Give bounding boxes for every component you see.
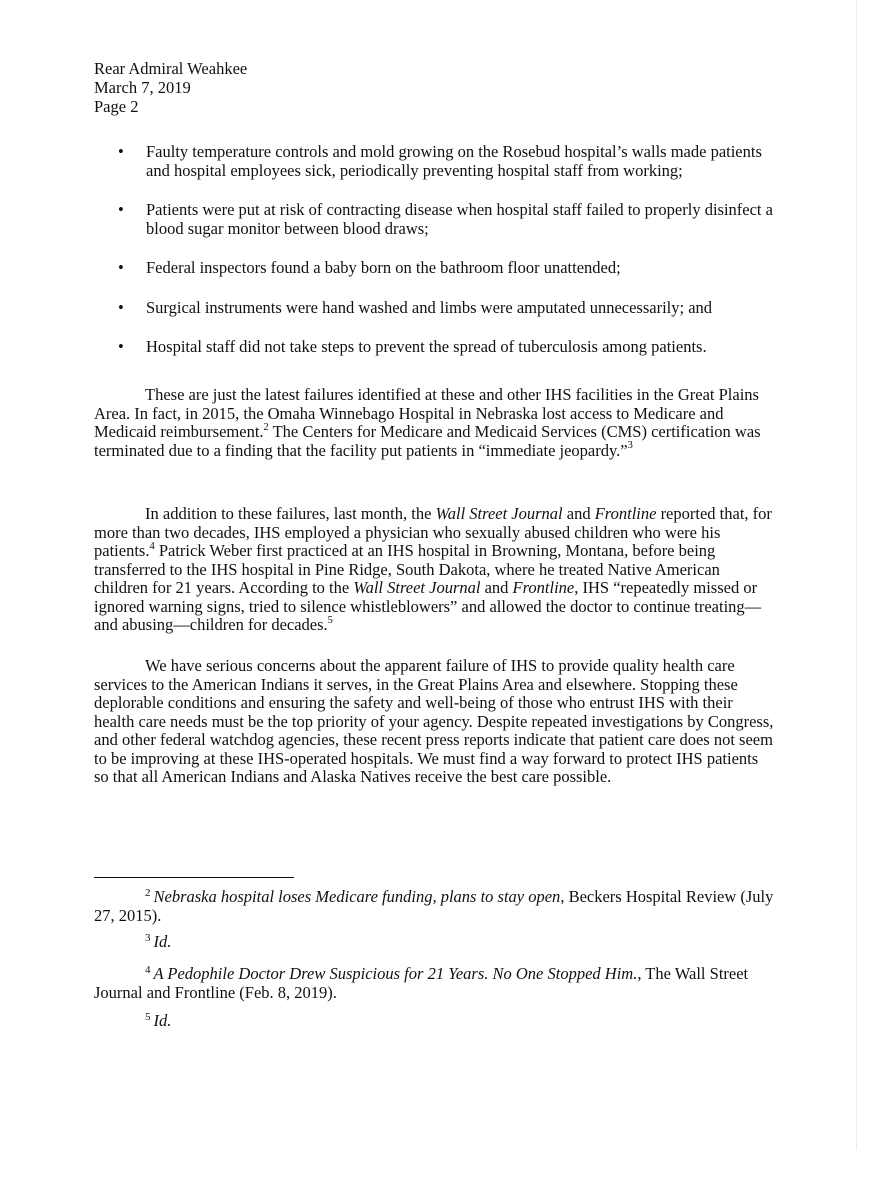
bullet-text: Hospital staff did not take steps to prevent the spread of tuberculosis among patients. — [146, 337, 707, 356]
paragraph-text: These are just the latest failures identified at these and other IHS facilities in the Great Plains Area. In fact, in 2015, the Omaha Winnebago Hospital in Nebraska lost access to Medicare and Medicaid reimbursement. — [94, 385, 759, 441]
bullet-dot: • — [118, 337, 124, 356]
bullet-dot: • — [118, 142, 124, 161]
bullet-dot: • — [118, 200, 124, 219]
bullet-dot: • — [118, 258, 124, 277]
footnote-5 — [94, 1012, 774, 1031]
footnote-4 — [94, 965, 774, 1002]
letter-header — [94, 60, 494, 117]
footnote-ref: 2 — [263, 421, 269, 433]
header-page-number: Page 2 — [94, 97, 139, 116]
paragraph-concerns: We have serious concerns about the apparent failure of IHS to provide quality health care services to the American Indians it serves, in the Great Plains Area and elsewhere. Stopping these deplorable conditions and ensuring the safety and well-being of those who entrust IHS with their health care needs must be the top priority of your agency. Despite repeated investigations by Congress, and other federal watchdog agencies, these recent press reports indicate that patient care does not seem to be improving at these IHS-operated hospitals. We must find a way forward to protect IHS patients so that all American Indians and Alaska Natives receive the best care possible. — [94, 656, 774, 786]
footnote-2 — [94, 888, 774, 925]
footnote-number: 2 — [145, 886, 151, 899]
footnote-number: 3 — [145, 931, 151, 944]
header-recipient: Rear Admiral Weahkee — [94, 59, 248, 78]
footnote-divider — [94, 877, 294, 878]
footnote-source-title: Nebraska hospital loses Medicare funding, plans to stay open — [153, 887, 561, 906]
footnote-source-title: Id. — [153, 932, 172, 951]
footnote-ref: 3 — [627, 440, 633, 451]
header-date: March 7, 2019 — [94, 78, 191, 97]
publication-title: Frontline — [594, 504, 657, 523]
bullet-text: Surgical instruments were hand washed and limbs were amputated unnecessarily; and — [146, 297, 713, 317]
footnote-number: 5 — [145, 1010, 151, 1023]
paragraph-text: In addition to these failures, last month, the — [145, 504, 436, 523]
paragraph-abuse-report — [94, 505, 774, 635]
publication-title: Frontline — [512, 578, 575, 597]
bullet-text: Federal inspectors found a baby born on the bathroom floor unattended; — [146, 258, 621, 277]
footnote-text: , The Wall Street Journal and Frontline (Feb. 8, 2019). — [94, 964, 749, 1002]
paragraph-text: Patrick Weber first practiced at an IHS hospital in Browning, Montana, before being transferred to the IHS hospital in Pine Ridge, South Dakota, where he treated Native American children for 21 years. According to the — [94, 541, 720, 597]
paragraph-text: , IHS “repeatedly missed or ignored warning signs, tried to silence whistleblowers” and allowed the doctor to continue treating—and abusing—children for decades. — [94, 578, 762, 634]
publication-title: Wall Street Journal — [435, 504, 563, 523]
footnote-ref: 5 — [327, 614, 333, 626]
paragraph-text: and — [562, 504, 595, 523]
footnote-3 — [94, 933, 774, 952]
bullet-list — [118, 143, 778, 378]
paragraph-text: The Centers for Medicare and Medicaid Services (CMS) certification was terminated due to a finding that the facility put patients in “immediate jeopardy.” — [94, 422, 761, 460]
bullet-item — [118, 143, 778, 180]
bullet-text: Patients were put at risk of contracting disease when hospital staff failed to properly disinfect a blood sugar monitor between blood draws; — [146, 200, 773, 238]
footnote-source-title: A Pedophile Doctor Drew Suspicious for 21 Years. No One Stopped Him. — [153, 964, 638, 983]
bullet-item — [118, 259, 778, 278]
footnote-number: 4 — [145, 963, 151, 976]
footnote-source-title: Id. — [153, 1011, 172, 1030]
publication-title: Wall Street Journal — [353, 578, 481, 597]
bullet-item — [118, 338, 778, 357]
footnote-text: , Beckers Hospital Review (July 27, 2015). — [94, 887, 774, 925]
paragraph-failures — [94, 386, 774, 460]
footnote-ref: 4 — [149, 540, 155, 552]
bullet-text: Faulty temperature controls and mold growing on the Rosebud hospital’s walls made patients and hospital employees sick, periodically preventing hospital staff from working; — [146, 142, 762, 180]
paragraph-text: and — [480, 578, 513, 597]
bullet-item — [118, 299, 778, 318]
page-edge-shadow — [856, 0, 857, 1150]
bullet-item — [118, 201, 778, 238]
paragraph-text: reported that, for more than two decades, IHS employed a physician who sexually abused children who were his patients. — [94, 504, 772, 560]
bullet-dot: • — [118, 297, 124, 317]
